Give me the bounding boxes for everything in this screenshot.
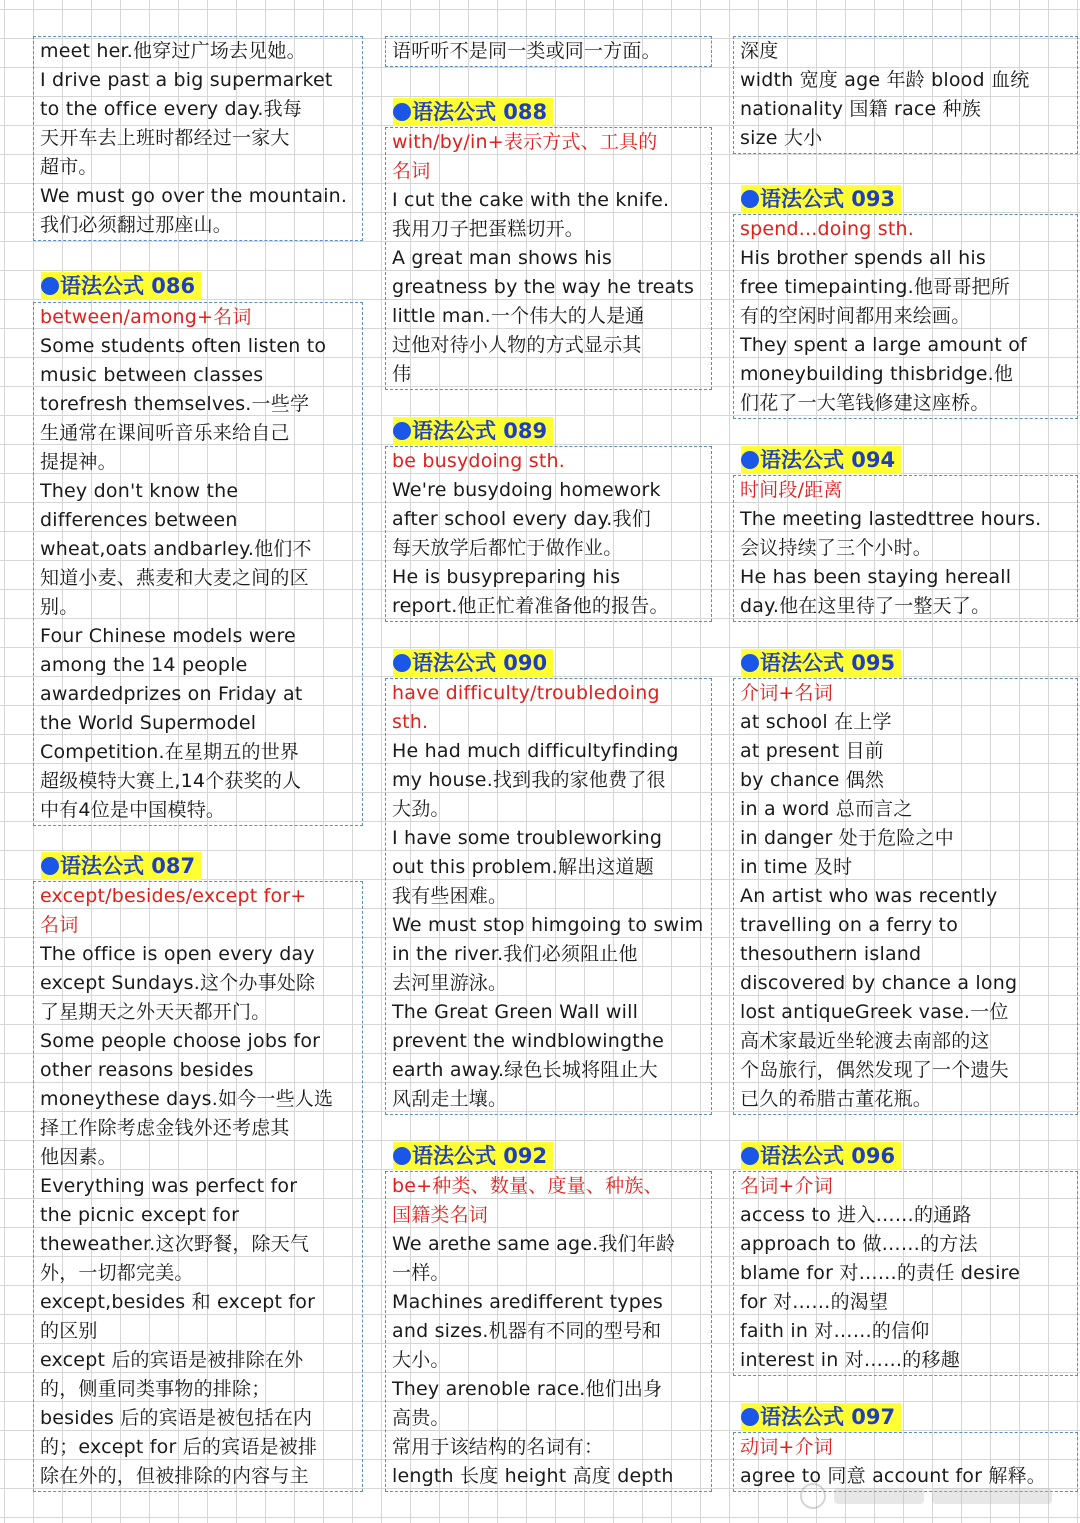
heading-text: 语法公式 093: [760, 187, 896, 211]
example-line: We arethe same age.我们年龄: [392, 1233, 676, 1255]
heading-text: 语法公式 090: [412, 651, 548, 675]
example-line: 会议持续了三个小时。: [740, 537, 933, 559]
example-line: at school 在上学: [740, 711, 892, 733]
heading-text: 语法公式 088: [412, 100, 548, 124]
example-line: my house.找到我的家他费了很: [392, 769, 666, 791]
example-line: to the office every day.我每: [40, 98, 302, 120]
example-line: 语听听不是同一类或同一方面。: [392, 40, 661, 62]
example-line: among the 14 people: [40, 654, 248, 676]
bullet-dot-icon: [393, 654, 411, 672]
example-line: 大劲。: [392, 798, 450, 820]
example-line: Some people choose jobs for: [40, 1030, 321, 1052]
bullet-dot-icon: [41, 857, 59, 875]
example-line: Competition.在星期五的世界: [40, 741, 300, 763]
rule-title: have difficulty/troubledoing: [392, 682, 660, 704]
example-line: The Great Green Wall will: [392, 1001, 639, 1023]
example-line: width 宽度 age 年龄 blood 血统: [740, 69, 1030, 91]
example-line: 除在外的，但被排除的内容与主: [40, 1465, 309, 1487]
section-heading-090: [393, 649, 553, 677]
note-box-089: [385, 446, 712, 622]
example-line: the World Supermodel: [40, 712, 257, 734]
example-line: approach to 做……的方法: [740, 1233, 978, 1255]
example-line: 高术家最近坐轮渡去南部的这: [740, 1030, 990, 1052]
example-line: travelling on a ferry to: [740, 914, 959, 936]
rule-title: 动词+介词: [740, 1436, 833, 1458]
example-line: lost antiqueGreek vase.一位: [740, 1001, 1009, 1023]
example-line: in time 及时: [740, 856, 853, 878]
note-box-086: [33, 302, 363, 826]
example-line: blame for 对……的责任 desire: [740, 1262, 1021, 1284]
watermark-bar: [932, 1488, 1052, 1504]
example-line: They spent a large amount of: [740, 334, 1027, 356]
example-line: agree to 同意 account for 解释。: [740, 1465, 1046, 1487]
example-line: 我们必须翻过那座山。: [40, 214, 233, 236]
example-line: greatness by the way he treats: [392, 276, 695, 298]
example-line: They don't know the: [40, 480, 239, 502]
example-line: He had much difficultyfinding: [392, 740, 679, 762]
rule-title: 介词+名词: [740, 682, 833, 704]
heading-text: 语法公式 094: [760, 448, 896, 472]
rule-title: except/besides/except for+: [40, 885, 307, 907]
note-box-093: [733, 214, 1078, 419]
example-line: and sizes.机器有不同的型号和: [392, 1320, 662, 1342]
note-box-087-continued: [385, 36, 712, 67]
section-heading-089: [393, 417, 553, 445]
example-line: 伟: [392, 363, 412, 385]
example-line: except 后的宾语是被排除在外: [40, 1349, 304, 1371]
note-box-092: [385, 1171, 712, 1492]
section-heading-088: [393, 98, 553, 126]
watermark: [800, 1478, 1070, 1514]
example-line: 我用刀子把蛋糕切开。: [392, 218, 585, 240]
example-line: 已久的希腊古董花瓶。: [740, 1088, 933, 1110]
example-line: 大小。: [392, 1349, 450, 1371]
example-line: 我有些困难。: [392, 885, 508, 907]
bullet-dot-icon: [741, 1408, 759, 1426]
example-line: meet her.他穿过广场去见她。: [40, 40, 306, 62]
example-line: 超级模特大赛上,14个获奖的人: [40, 770, 302, 792]
example-line: 中有4位是中国模特。: [40, 799, 226, 821]
example-line: besides 后的宾语是被包括在内: [40, 1407, 313, 1429]
bullet-dot-icon: [393, 103, 411, 121]
section-heading-096: [741, 1142, 901, 1170]
example-line: 们花了一大笔钱修建这座桥。: [740, 392, 990, 414]
example-line: in a word 总而言之: [740, 798, 913, 820]
example-line: in the river.我们必须阻止他: [392, 943, 638, 965]
rule-title: sth.: [392, 711, 429, 733]
heading-text: 语法公式 089: [412, 419, 548, 443]
bullet-dot-icon: [741, 1147, 759, 1165]
example-line: wheat,oats andbarley.他们不: [40, 538, 312, 560]
example-line: interest in 对……的移趣: [740, 1349, 960, 1371]
bullet-dot-icon: [393, 1147, 411, 1165]
example-line: except,besides 和 except for: [40, 1291, 316, 1313]
example-line: 风刮走土壤。: [392, 1088, 508, 1110]
bullet-dot-icon: [41, 277, 59, 295]
example-line: other reasons besides: [40, 1059, 254, 1081]
note-box-085-continued: [33, 36, 363, 241]
example-line: music between classes: [40, 364, 264, 386]
example-line: We must go over the mountain.: [40, 185, 348, 207]
note-box-096: [733, 1171, 1078, 1376]
example-line: the picnic except for: [40, 1204, 240, 1226]
example-line: after school every day.我们: [392, 508, 651, 530]
bullet-dot-icon: [741, 451, 759, 469]
example-line: at present 目前: [740, 740, 884, 762]
heading-text: 语法公式 086: [60, 274, 196, 298]
example-line: 别。: [40, 596, 79, 618]
example-line: 择工作除考虑金钱外还考虑其: [40, 1117, 290, 1139]
example-line: We must stop himgoing to swim: [392, 914, 704, 936]
heading-text: 语法公式 096: [760, 1144, 896, 1168]
example-line: 了星期天之外天天都开门。: [40, 1001, 271, 1023]
section-heading-095: [741, 649, 901, 677]
example-line: Everything was perfect for: [40, 1175, 298, 1197]
example-line: nationality 国籍 race 种族: [740, 98, 982, 120]
example-line: 高贵。: [392, 1407, 450, 1429]
example-line: His brother spends all his: [740, 247, 986, 269]
example-line: awardedprizes on Friday at: [40, 683, 303, 705]
example-line: by chance 偶然: [740, 769, 885, 791]
example-line: An artist who was recently: [740, 885, 998, 907]
section-heading-097: [741, 1403, 901, 1431]
example-line: The meeting lastedttree hours.: [740, 508, 1042, 530]
example-line: prevent the windblowingthe: [392, 1030, 665, 1052]
example-line: 去河里游泳。: [392, 972, 508, 994]
example-line: moneythese days.如今一些人选: [40, 1088, 334, 1110]
example-line: 知道小麦、燕麦和大麦之间的区: [40, 567, 309, 589]
example-line: 的，侧重同类事物的排除；: [40, 1378, 271, 1400]
note-box-092-continued: [733, 36, 1078, 154]
example-line: thesouthern island: [740, 943, 922, 965]
heading-text: 语法公式 097: [760, 1405, 896, 1429]
example-line: 外，一切都完美。: [40, 1262, 194, 1284]
example-line: He is busypreparing his: [392, 566, 621, 588]
bullet-dot-icon: [393, 422, 411, 440]
section-heading-087: [41, 852, 201, 880]
bullet-dot-icon: [741, 190, 759, 208]
example-line: They arenoble race.他们出身: [392, 1378, 663, 1400]
example-line: theweather.这次野餐，除天气: [40, 1233, 310, 1255]
rule-title: 名词: [392, 160, 431, 182]
example-line: discovered by chance a long: [740, 972, 1018, 994]
example-line: We're busydoing homework: [392, 479, 661, 501]
section-heading-086: [41, 272, 201, 300]
example-line: 的区别: [40, 1320, 98, 1342]
example-line: 深度: [740, 40, 779, 62]
example-line: 每天放学后都忙于做作业。: [392, 537, 623, 559]
example-line: Some students often listen to: [40, 335, 327, 357]
example-line: 的；except for 后的宾语是被排: [40, 1436, 318, 1458]
example-line: differences between: [40, 509, 238, 531]
example-line: faith in 对……的信仰: [740, 1320, 930, 1342]
example-line: access to 进入……的通路: [740, 1204, 972, 1226]
example-line: 个岛旅行，偶然发现了一个遗失: [740, 1059, 1009, 1081]
bullet-dot-icon: [741, 654, 759, 672]
rule-title: be busydoing sth.: [392, 450, 565, 472]
example-line: Machines aredifferent types: [392, 1291, 663, 1313]
example-line: 提提神。: [40, 451, 117, 473]
rule-title: spend...doing sth.: [740, 218, 915, 240]
heading-text: 语法公式 095: [760, 651, 896, 675]
example-line: except Sundays.这个办事处除: [40, 972, 316, 994]
example-line: out this problem.解出这道题: [392, 856, 654, 878]
example-line: I have some troubleworking: [392, 827, 663, 849]
example-line: 天开车去上班时都经过一家大: [40, 127, 290, 149]
note-box-090: [385, 678, 712, 1115]
example-line: 超市。: [40, 156, 98, 178]
section-heading-094: [741, 446, 901, 474]
rule-title: 名词+介词: [740, 1175, 833, 1197]
example-line: length 长度 height 高度 depth: [392, 1465, 674, 1487]
example-line: moneybuilding thisbridge.他: [740, 363, 1014, 385]
rule-title: between/among+名词: [40, 306, 252, 328]
note-box-087: [33, 881, 363, 1492]
example-line: day.他在这里待了一整天了。: [740, 595, 991, 617]
section-heading-093: [741, 185, 901, 213]
example-line: The office is open every day: [40, 943, 315, 965]
example-line: for 对……的渴望: [740, 1291, 889, 1313]
rule-title: with/by/in+表示方式、工具的: [392, 131, 658, 153]
rule-title: 名词: [40, 914, 79, 936]
heading-text: 语法公式 087: [60, 854, 196, 878]
example-line: free timepainting.他哥哥把所: [740, 276, 1010, 298]
example-line: 他因素。: [40, 1146, 117, 1168]
rule-title: be+种类、数量、度量、种族、: [392, 1175, 663, 1197]
example-line: 常用于该结构的名词有：: [392, 1436, 604, 1458]
heading-text: 语法公式 092: [412, 1144, 548, 1168]
note-box-095: [733, 678, 1078, 1115]
section-heading-092: [393, 1142, 553, 1170]
example-line: I cut the cake with the knife.: [392, 189, 670, 211]
rule-title: 时间段/距离: [740, 479, 843, 501]
rule-title: 国籍类名词: [392, 1204, 489, 1226]
example-line: 一样。: [392, 1262, 450, 1284]
example-line: little man.一个伟大的人是通: [392, 305, 645, 327]
example-line: A great man shows his: [392, 247, 613, 269]
note-box-088: [385, 127, 712, 390]
example-line: He has been staying hereall: [740, 566, 1012, 588]
note-box-094: [733, 475, 1078, 622]
example-line: in danger 处于危险之中: [740, 827, 954, 849]
watermark-bar: [834, 1488, 924, 1504]
example-line: size 大小: [740, 127, 823, 149]
example-line: Four Chinese models were: [40, 625, 296, 647]
watermark-logo-icon: [800, 1483, 826, 1509]
example-line: 生通常在课间听音乐来给自己: [40, 422, 290, 444]
example-line: 过他对待小人物的方式显示其: [392, 334, 642, 356]
example-line: report.他正忙着准备他的报告。: [392, 595, 669, 617]
example-line: I drive past a big supermarket: [40, 69, 333, 91]
example-line: torefresh themselves.一些学: [40, 393, 310, 415]
example-line: 有的空闲时间都用来绘画。: [740, 305, 971, 327]
example-line: earth away.绿色长城将阻止大: [392, 1059, 658, 1081]
